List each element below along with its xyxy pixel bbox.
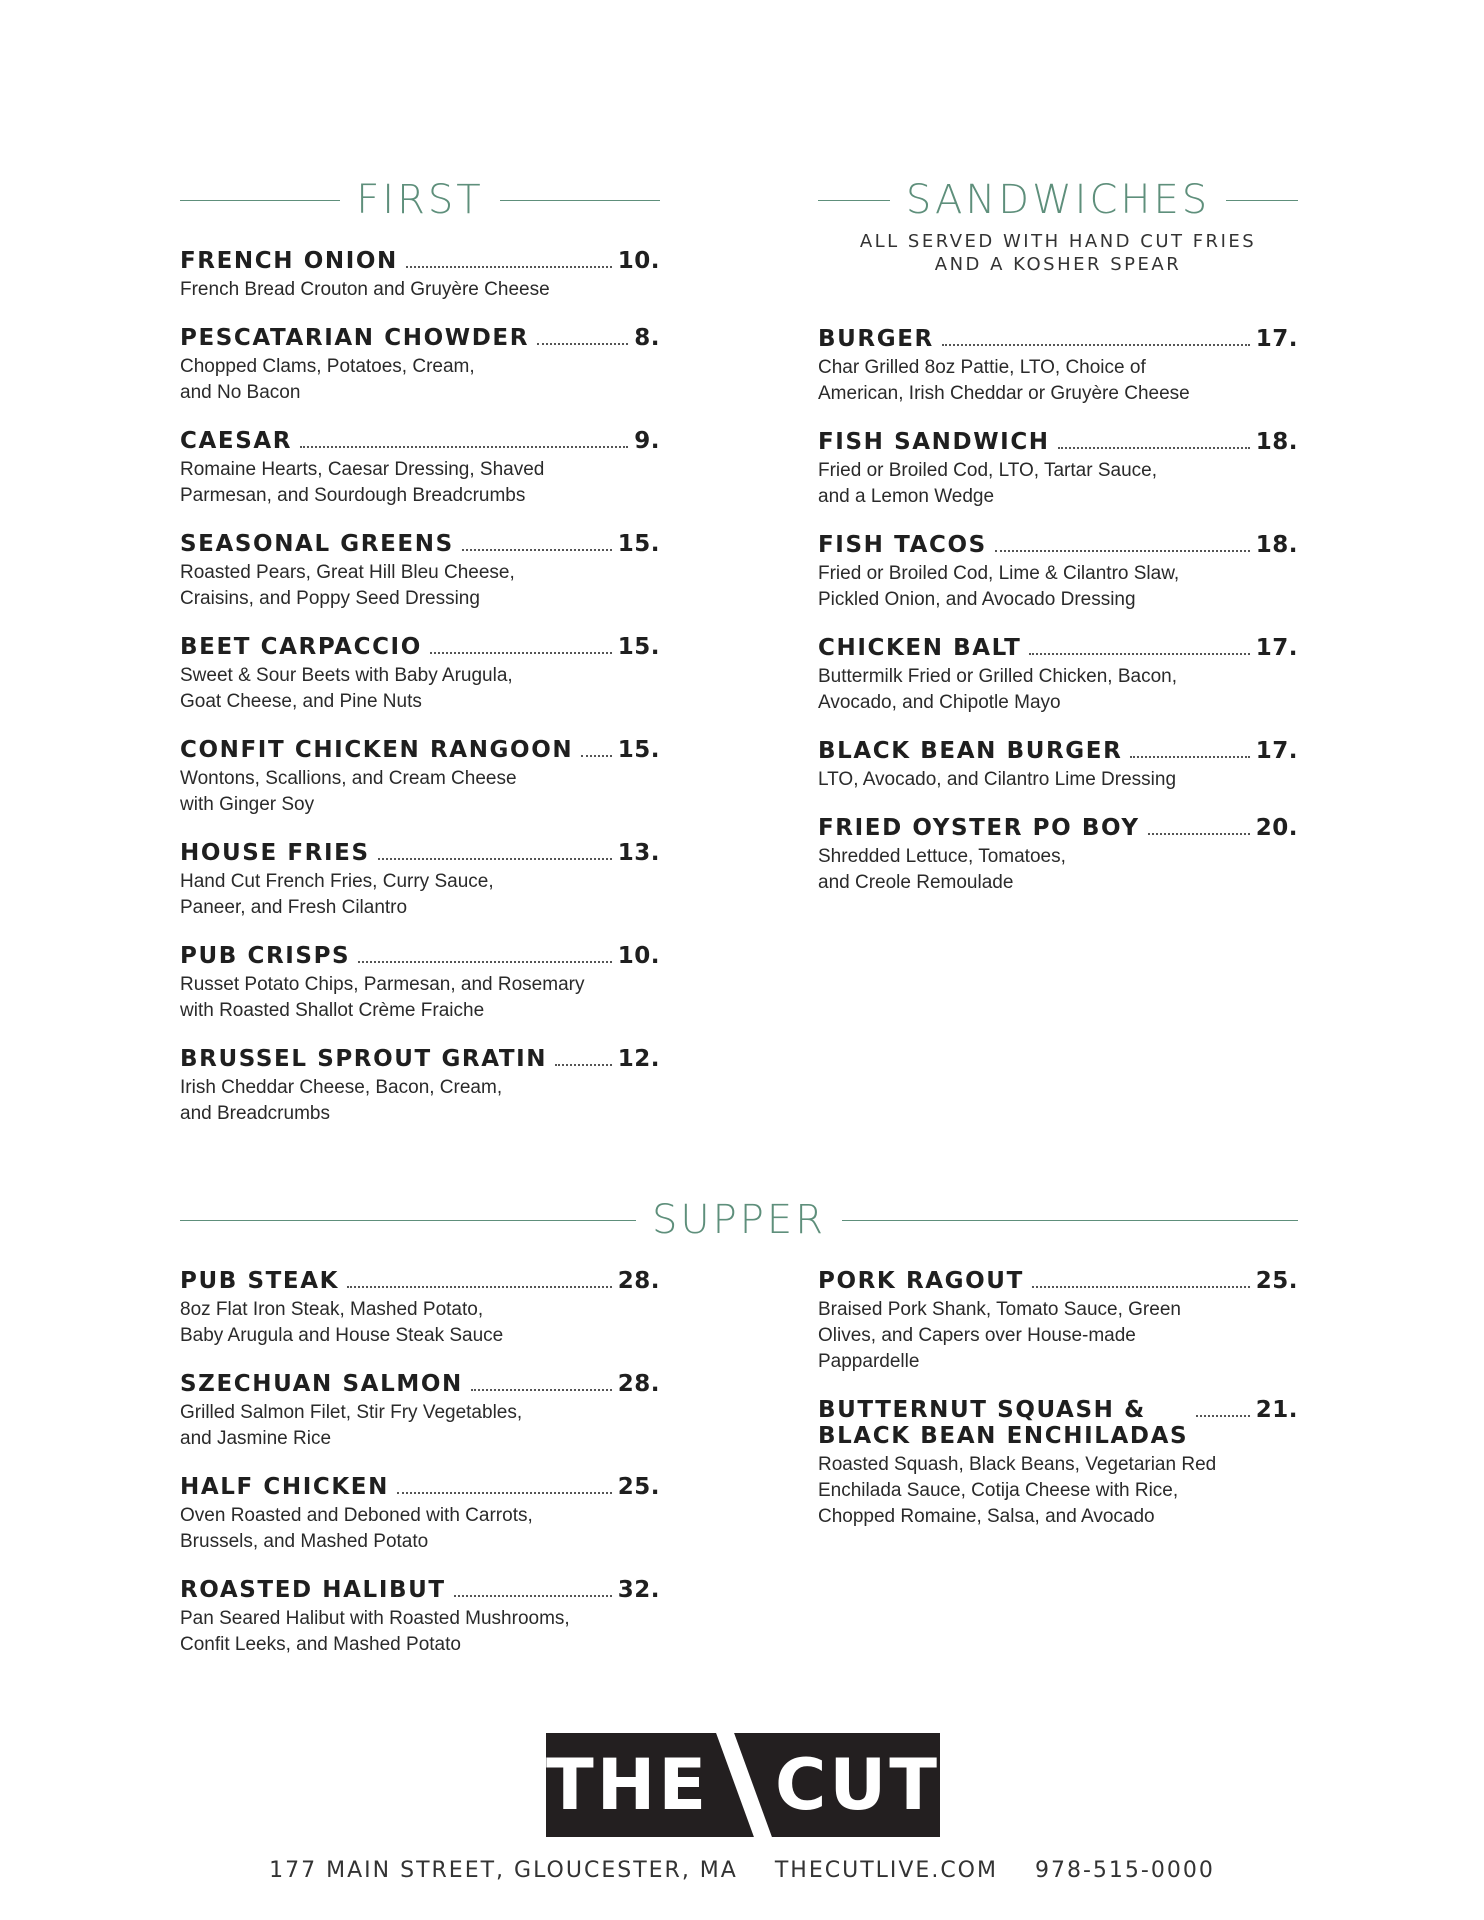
menu-item-name: PUB STEAK (180, 1268, 340, 1294)
menu-item (180, 325, 660, 406)
menu-item-name: BLACK BEAN BURGER (818, 738, 1123, 764)
menu-item-name: BUTTERNUT SQUASH & BLACK BEAN ENCHILADAS (818, 1397, 1189, 1449)
menu-item-price: 28. (617, 1371, 660, 1397)
divider (500, 200, 660, 201)
menu-item-price: 28. (617, 1268, 660, 1294)
dot-leader (995, 550, 1250, 552)
menu-item (818, 429, 1298, 510)
menu-item (818, 326, 1298, 407)
menu-item-name: BEET CARPACCIO (180, 634, 422, 660)
menu-item-header (180, 248, 660, 274)
menu-item-header (180, 325, 660, 351)
menu-item-header (180, 428, 660, 454)
menu-item (818, 1397, 1298, 1530)
menu-item-header (180, 531, 660, 557)
menu-item-name: PUB CRISPS (180, 943, 351, 969)
menu-item-description: Russet Potato Chips, Parmesan, and Rosemary with Roasted Shallot Crème Fraiche (180, 974, 585, 1021)
menu-item-description: Shredded Lettuce, Tomatoes, and Creole Remoulade (818, 846, 1066, 893)
menu-item-header (818, 738, 1298, 764)
menu-item-price: 25. (1255, 1268, 1298, 1294)
menu-item-name: BURGER (818, 326, 934, 352)
menu-item (818, 532, 1298, 613)
logo-word-the: THE (546, 1744, 710, 1826)
menu-item-price: 10. (617, 943, 660, 969)
menu-item-price: 18. (1255, 532, 1298, 558)
divider (180, 1220, 636, 1221)
menu-item-header (180, 737, 660, 763)
menu-item-header (180, 1577, 660, 1603)
menu-item-price: 17. (1255, 635, 1298, 661)
dot-leader (581, 755, 612, 757)
menu-item (180, 737, 660, 818)
menu-item (180, 943, 660, 1024)
menu-item-description: Irish Cheddar Cheese, Bacon, Cream, and Breadcrumbs (180, 1077, 503, 1124)
dot-leader (1058, 447, 1250, 449)
menu-item (180, 1046, 660, 1127)
footer-address: 177 MAIN STREET, GLOUCESTER, MA (269, 1858, 738, 1883)
menu-item-name: PESCATARIAN CHOWDER (180, 325, 530, 351)
divider (842, 1220, 1298, 1221)
menu-item-description: Fried or Broiled Cod, LTO, Tartar Sauce, and a Lemon Wedge (818, 460, 1157, 507)
divider (1226, 200, 1298, 201)
menu-item-header (818, 326, 1298, 352)
menu-item-name: CAESAR (180, 428, 293, 454)
menu-item-header (818, 635, 1298, 661)
logo-word-cut: CUT (775, 1744, 940, 1826)
dot-leader (406, 266, 612, 268)
menu-item-name: PORK RAGOUT (818, 1268, 1024, 1294)
menu-item-description: Chopped Clams, Potatoes, Cream, and No Bacon (180, 356, 475, 403)
dot-leader (1029, 653, 1249, 655)
logo-slash (716, 1733, 772, 1837)
dot-leader (942, 344, 1250, 346)
dot-leader (430, 652, 612, 654)
menu-item-name: BRUSSEL SPROUT GRATIN (180, 1046, 548, 1072)
menu-item-header (180, 840, 660, 866)
menu-item-description: Romaine Hearts, Caesar Dressing, Shaved Parmesan, and Sourdough Breadcrumbs (180, 459, 545, 506)
menu-item-header (180, 1268, 660, 1294)
menu-column-first (180, 248, 660, 1127)
menu-item (818, 1268, 1298, 1375)
menu-item-description: LTO, Avocado, and Cilantro Lime Dressing (818, 769, 1177, 790)
menu-item-price: 32. (617, 1577, 660, 1603)
menu-item-description: Roasted Squash, Black Beans, Vegetarian Red Enchilada Sauce, Cotija Cheese with Rice, Chopped Romaine, Salsa, and Avocado (818, 1454, 1217, 1527)
dot-leader (454, 1595, 612, 1597)
divider (818, 200, 890, 201)
menu-item-name: FRIED OYSTER PO BOY (818, 815, 1140, 841)
menu-item (180, 248, 660, 303)
dot-leader (471, 1389, 612, 1391)
menu-item-price: 15. (617, 737, 660, 763)
menu-item-header (180, 943, 660, 969)
menu-item-price: 9. (634, 428, 660, 454)
menu-item-price: 13. (617, 840, 660, 866)
dot-leader (397, 1492, 612, 1494)
dot-leader (1032, 1286, 1250, 1288)
menu-item-name: SZECHUAN SALMON (180, 1371, 463, 1397)
menu-item-description: Wontons, Scallions, and Cream Cheese with Ginger Soy (180, 768, 517, 815)
menu-item-description: Hand Cut French Fries, Curry Sauce, Paneer, and Fresh Cilantro (180, 871, 494, 918)
footer-phone[interactable]: 978-515-0000 (1034, 1858, 1215, 1883)
menu-item-name: FRENCH ONION (180, 248, 398, 274)
menu-item-name: HALF CHICKEN (180, 1474, 389, 1500)
menu-item-price: 21. (1255, 1397, 1298, 1423)
menu-item-header (818, 1268, 1298, 1294)
menu-item-price: 12. (617, 1046, 660, 1072)
section-title: SUPPER (652, 1197, 826, 1243)
menu-item-description: Grilled Salmon Filet, Stir Fry Vegetables, and Jasmine Rice (180, 1402, 523, 1449)
menu-item-header (818, 1397, 1298, 1449)
divider (180, 200, 340, 201)
section-title: SANDWICHES (905, 177, 1211, 223)
dot-leader (347, 1286, 612, 1288)
menu-item-description: Sweet & Sour Beets with Baby Arugula, Goat Cheese, and Pine Nuts (180, 665, 513, 712)
menu-item-name: SEASONAL GREENS (180, 531, 454, 557)
menu-item (180, 1371, 660, 1452)
section-header-first (180, 177, 660, 223)
menu-item-header (818, 429, 1298, 455)
menu-item-header (180, 1046, 660, 1072)
menu-item (180, 1268, 660, 1349)
menu-item-price: 8. (634, 325, 660, 351)
menu-item (180, 428, 660, 509)
menu-item-description: Pan Seared Halibut with Roasted Mushrooms, Confit Leeks, and Mashed Potato (180, 1608, 570, 1655)
menu-item-name: CONFIT CHICKEN RANGOON (180, 737, 574, 763)
menu-item-header (180, 634, 660, 660)
the-cut-logo (546, 1733, 940, 1837)
menu-item-description: French Bread Crouton and Gruyère Cheese (180, 279, 550, 300)
menu-item (180, 1577, 660, 1658)
menu-item-price: 17. (1255, 738, 1298, 764)
menu-item (180, 634, 660, 715)
section-header-sandwiches (818, 177, 1298, 223)
menu-item (180, 531, 660, 612)
menu-item-price: 20. (1255, 815, 1298, 841)
menu-item-description: Buttermilk Fried or Grilled Chicken, Bacon, Avocado, and Chipotle Mayo (818, 666, 1178, 713)
menu-item-description: Char Grilled 8oz Pattie, LTO, Choice of American, Irish Cheddar or Gruyère Cheese (818, 357, 1190, 404)
dot-leader (300, 446, 628, 448)
menu-column-sandwiches (818, 326, 1298, 896)
dot-leader (1148, 833, 1250, 835)
menu-item-header (818, 532, 1298, 558)
menu-item-description: Fried or Broiled Cod, Lime & Cilantro Slaw, Pickled Onion, and Avocado Dressing (818, 563, 1180, 610)
dot-leader (1130, 756, 1249, 758)
dot-leader (537, 343, 628, 345)
menu-item-name: FISH TACOS (818, 532, 987, 558)
menu-item-header (818, 815, 1298, 841)
menu-item (180, 840, 660, 921)
menu-column-supper-left (180, 1268, 660, 1658)
menu-item-name: ROASTED HALIBUT (180, 1577, 446, 1603)
menu-item-price: 15. (617, 531, 660, 557)
dot-leader (555, 1064, 612, 1066)
section-header-supper (180, 1197, 1298, 1243)
menu-item-name: CHICKEN BALT (818, 635, 1022, 661)
menu-item-description: 8oz Flat Iron Steak, Mashed Potato, Baby Arugula and House Steak Sauce (180, 1299, 504, 1346)
menu-column-supper-right (818, 1268, 1298, 1530)
menu-item-price: 10. (617, 248, 660, 274)
menu-item (180, 1474, 660, 1555)
menu-item (818, 635, 1298, 716)
dot-leader (358, 961, 612, 963)
sandwiches-note: ALL SERVED WITH HAND CUT FRIES AND A KOSHER SPEAR (859, 231, 1257, 275)
dot-leader (462, 549, 612, 551)
footer-website[interactable]: THECUTLIVE.COM (774, 1858, 998, 1883)
menu-item-description: Braised Pork Shank, Tomato Sauce, Green Olives, and Capers over House-made Pappardelle (818, 1299, 1181, 1372)
dot-leader (1196, 1415, 1250, 1417)
menu-item (818, 738, 1298, 793)
menu-item-price: 17. (1255, 326, 1298, 352)
menu-item-price: 25. (617, 1474, 660, 1500)
dot-leader (378, 858, 612, 860)
menu-item-price: 18. (1255, 429, 1298, 455)
menu-item (818, 815, 1298, 896)
menu-item-price: 15. (617, 634, 660, 660)
menu-item-description: Oven Roasted and Deboned with Carrots, Brussels, and Mashed Potato (180, 1505, 533, 1552)
menu-item-description: Roasted Pears, Great Hill Bleu Cheese, Craisins, and Poppy Seed Dressing (180, 562, 515, 609)
section-title: FIRST (356, 177, 484, 223)
menu-item-name: HOUSE FRIES (180, 840, 370, 866)
menu-item-name: FISH SANDWICH (818, 429, 1050, 455)
menu-item-header (180, 1371, 660, 1397)
footer (0, 1858, 1484, 1883)
menu-item-header (180, 1474, 660, 1500)
